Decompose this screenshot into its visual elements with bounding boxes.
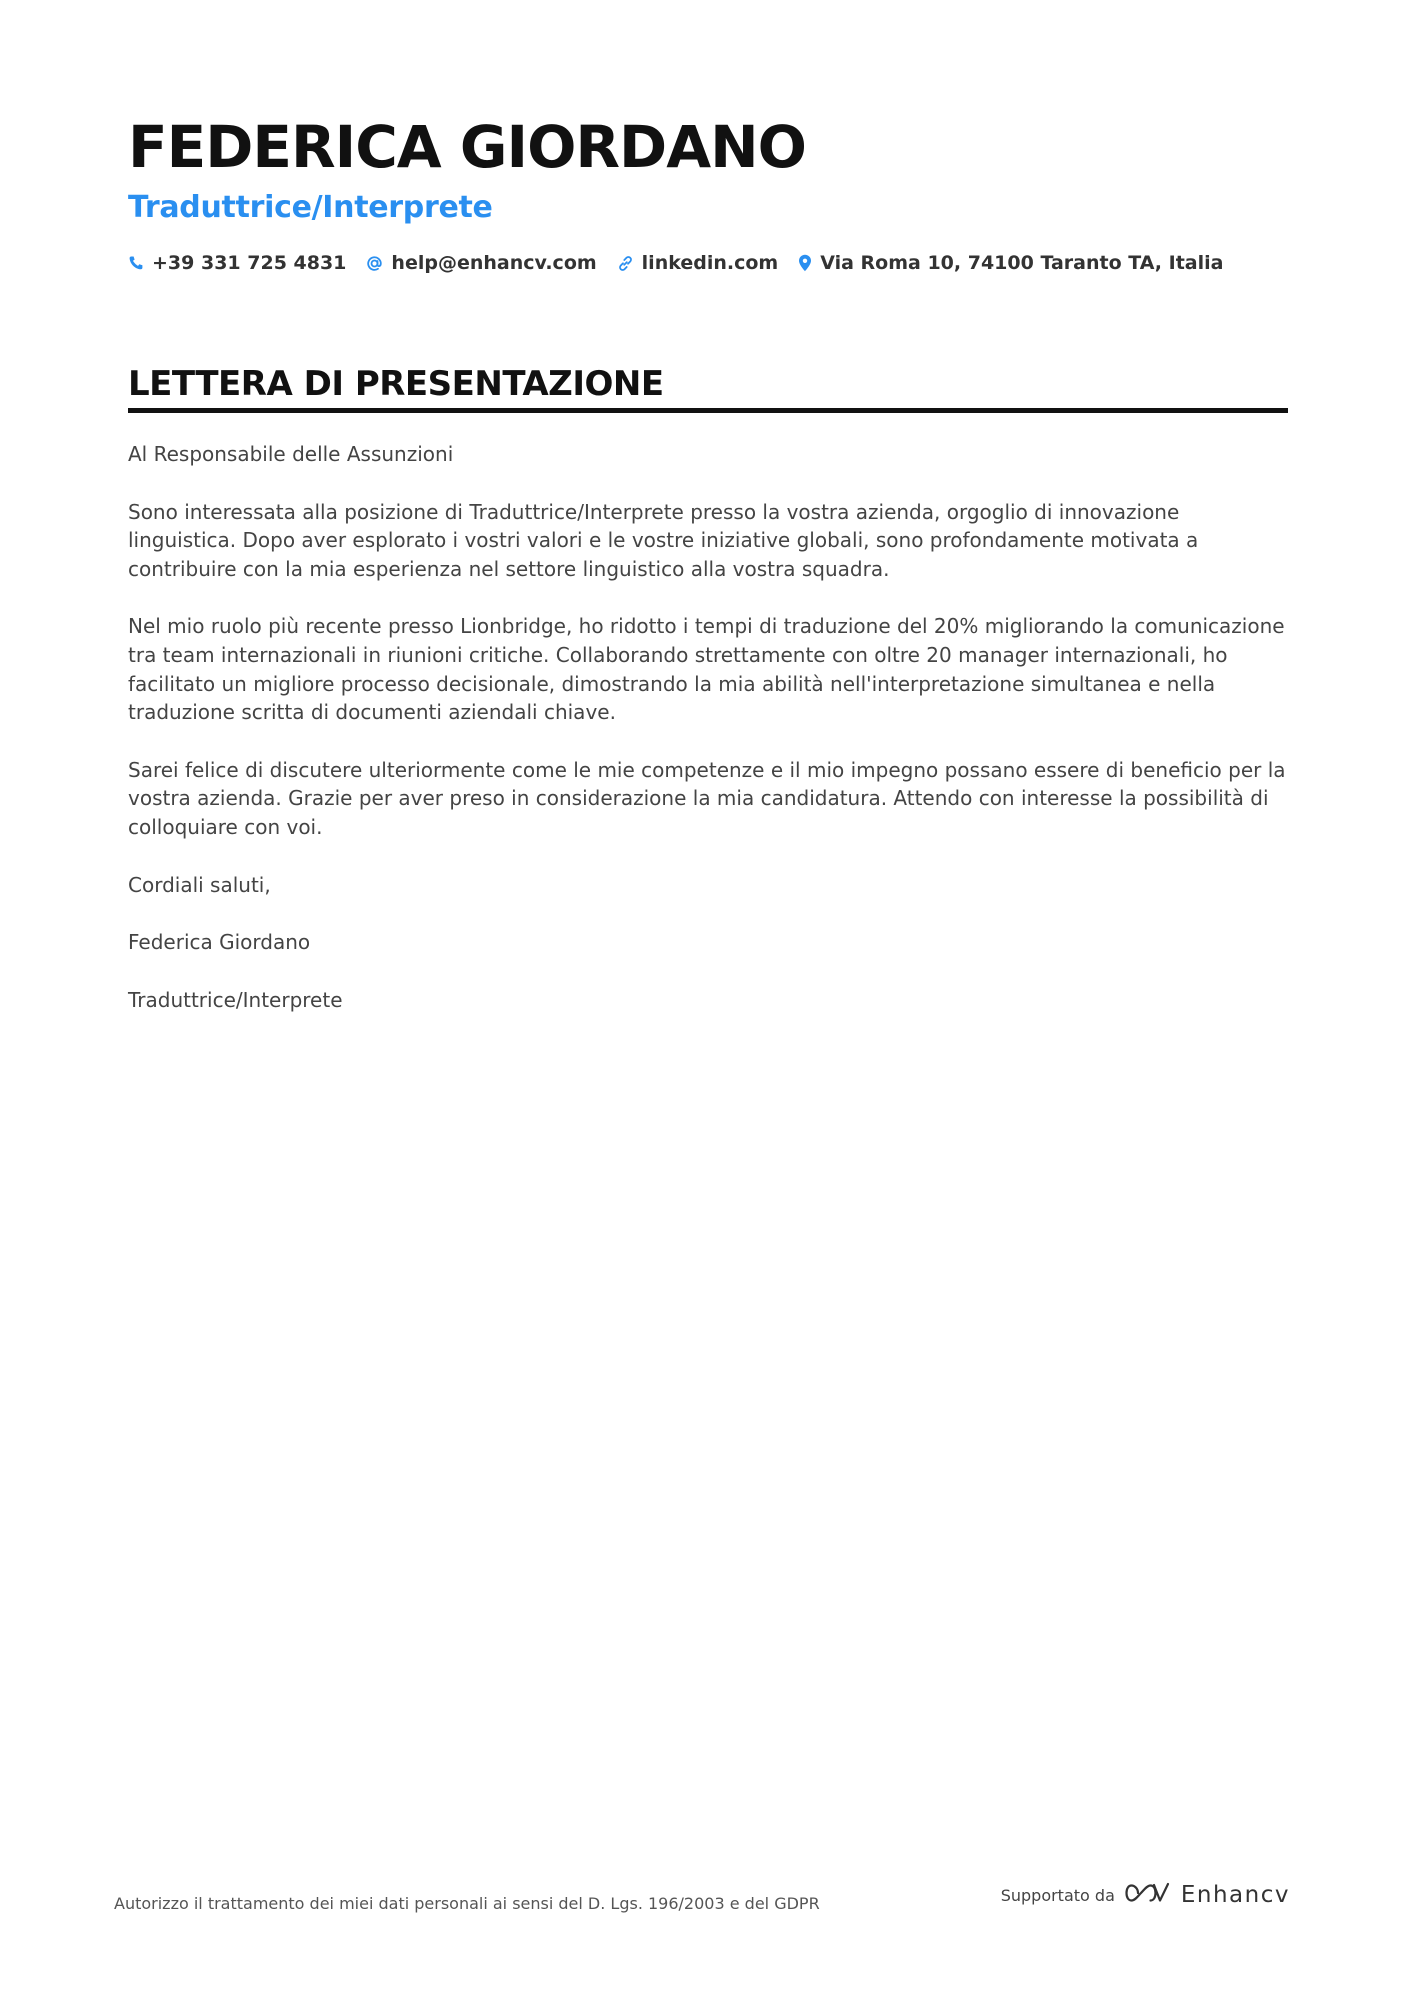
- header: [128, 112, 1288, 274]
- brand-name: Enhancv: [1180, 1882, 1290, 1908]
- contact-address: [798, 252, 1223, 274]
- phone-icon: [128, 255, 144, 271]
- paragraph: Sono interessata alla posizione di Traduttrice/Interprete presso la vostra azienda, orgoglio di innovazione linguistica. Dopo aver esplorato i vostri valori e le vostre iniziative globali, sono profondamente motivata a contribuire con la mia esperienza nel settore linguistico alla vostra squadra.: [128, 499, 1199, 581]
- email-text: help@enhancv.com: [391, 252, 597, 274]
- contact-link[interactable]: [617, 252, 779, 274]
- candidate-name: FEDERICA GIORDANO: [128, 113, 806, 181]
- privacy-notice: Autorizzo il trattamento dei miei dati personali ai sensi del D. Lgs. 196/2003 e del GDPR: [114, 1894, 820, 1913]
- at-icon: [366, 255, 383, 272]
- address-text: Via Roma 10, 74100 Taranto TA, Italia: [820, 252, 1224, 274]
- location-pin-icon: [798, 254, 812, 272]
- letter-body: [128, 440, 1288, 1043]
- job-title: Traduttrice/Interprete: [128, 190, 493, 225]
- signature-name: Federica Giordano: [128, 930, 311, 955]
- enhancv-logo-icon: [1125, 1880, 1171, 1910]
- powered-by[interactable]: [1001, 1880, 1290, 1910]
- link-text: linkedin.com: [641, 252, 779, 274]
- closing: Cordiali saluti,: [128, 872, 271, 897]
- contact-bar: [128, 252, 1288, 274]
- contact-phone: [128, 252, 346, 274]
- section-title: LETTERA DI PRESENTAZIONE: [128, 362, 1288, 413]
- link-icon: [617, 255, 634, 272]
- contact-email[interactable]: [366, 252, 596, 274]
- signature-title: Traduttrice/Interprete: [128, 987, 343, 1012]
- phone-text: +39 331 725 4831: [152, 252, 347, 274]
- greeting: Al Responsabile delle Assunzioni: [128, 442, 454, 466]
- supported-by-label: Supportato da: [1000, 1885, 1115, 1905]
- paragraph: Nel mio ruolo più recente presso Lionbridge, ho ridotto i tempi di traduzione del 20% migliorando la comunicazione tra team internazionali in riunioni critiche. Collaborando strettamente con oltre 20 manager internazionali, ho facilitato un migliore processo decisionale, dimostrando la mia abilità nell'interpretazione simultanea e nella traduzione scritta di documenti aziendali chiave.: [128, 614, 1285, 725]
- paragraph: Sarei felice di discutere ulteriormente come le mie competenze e il mio impegno possano essere di beneficio per la vostra azienda. Grazie per aver preso in considerazione la mia candidatura. Attendo con interesse la possibilità di colloquiare con voi.: [128, 757, 1286, 839]
